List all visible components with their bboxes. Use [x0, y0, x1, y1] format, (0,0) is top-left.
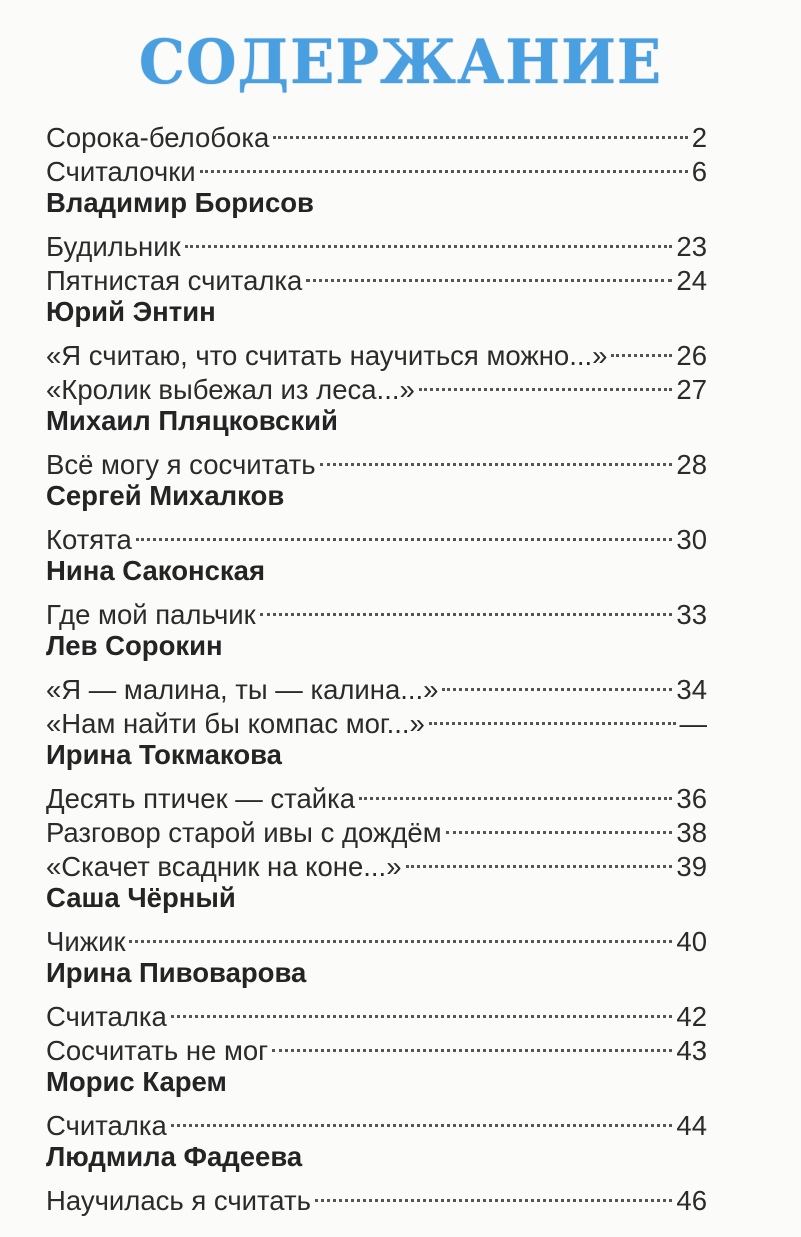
author-heading: Михаил Пляцковский — [46, 405, 338, 436]
dot-leader — [171, 1101, 673, 1135]
author-heading: Саша Чёрный — [46, 882, 236, 913]
entry-title: Сорока-белобока — [46, 122, 270, 153]
entry-title: Научилась я считать — [46, 1185, 311, 1216]
entry-title: Где мой пальчик — [46, 599, 256, 630]
entry-title: «Скачет всадник на коне...» — [46, 851, 402, 882]
page-number: 40 — [676, 926, 707, 957]
page-number: 33 — [676, 599, 707, 630]
dot-leader — [446, 808, 673, 842]
author-heading: Ирина Пивоварова — [46, 957, 307, 988]
toc-entry — [46, 917, 707, 957]
entry-title: Чижик — [46, 926, 126, 957]
page-number: 23 — [676, 231, 707, 262]
toc-entry — [46, 992, 707, 1032]
dot-leader — [306, 256, 672, 290]
page-number: 43 — [676, 1035, 707, 1066]
page-title: СОДЕРЖАНИЕ — [138, 26, 663, 98]
entry-title: «Я считаю, что считать научиться можно...» — [46, 340, 608, 371]
toc-entry — [46, 665, 707, 705]
dot-leader — [200, 147, 688, 181]
page-number: 46 — [676, 1185, 707, 1216]
dot-leader — [273, 113, 687, 147]
dot-leader — [406, 842, 673, 876]
author-heading: Нина Саконская — [46, 555, 266, 586]
page-number: 24 — [676, 265, 707, 296]
dot-leader — [359, 774, 672, 808]
page-number: 34 — [676, 674, 707, 705]
author-heading: Сергей Михалков — [46, 480, 285, 511]
dot-leader — [171, 992, 673, 1026]
dot-leader — [260, 590, 673, 624]
dot-leader — [429, 699, 676, 733]
entry-title: «Кролик выбежал из леса...» — [46, 374, 415, 405]
dot-leader — [419, 365, 673, 399]
toc-entry — [46, 1176, 707, 1216]
entry-title: Пятнистая считалка — [46, 265, 303, 296]
entry-title: Разговор старой ивы с дождём — [46, 817, 442, 848]
entry-title: Будильник — [46, 231, 181, 262]
page-number: 6 — [691, 156, 707, 187]
dot-leader — [129, 917, 672, 951]
page-number: 30 — [676, 524, 707, 555]
dot-leader — [611, 331, 672, 365]
dot-leader — [185, 222, 673, 256]
entry-title: Считалочки — [46, 156, 196, 187]
toc-entry — [46, 222, 707, 262]
page-number: 39 — [676, 851, 707, 882]
toc-entry — [46, 113, 707, 153]
author-heading: Юрий Энтин — [46, 296, 216, 327]
toc-entry — [46, 1101, 707, 1141]
author-heading: Лев Сорокин — [46, 630, 223, 661]
page-number: 38 — [676, 817, 707, 848]
dot-leader — [272, 1026, 672, 1060]
entry-title: Десять птичек — стайка — [46, 783, 356, 814]
entry-title: Сосчитать не мог — [46, 1035, 269, 1066]
toc-entry — [46, 774, 707, 814]
entry-title: «Нам найти бы компас мог...» — [46, 708, 425, 739]
page-number: 36 — [676, 783, 707, 814]
entry-title: Котята — [46, 524, 132, 555]
toc-entry — [46, 515, 707, 555]
page-number: — — [679, 708, 707, 739]
page-number: 42 — [676, 1001, 707, 1032]
entry-title: «Я — малина, ты — калина...» — [46, 674, 439, 705]
dot-leader — [320, 440, 673, 474]
dot-leader — [315, 1176, 673, 1210]
author-heading: Владимир Борисов — [46, 187, 314, 218]
dot-leader — [136, 515, 673, 549]
entry-title: Считалка — [46, 1001, 167, 1032]
entry-title: Всё могу я сосчитать — [46, 449, 316, 480]
table-of-contents — [46, 113, 707, 1216]
author-heading: Морис Карем — [46, 1066, 227, 1097]
toc-entry — [46, 331, 707, 371]
dot-leader — [442, 665, 672, 699]
page-number: 44 — [676, 1110, 707, 1141]
toc-entry — [46, 590, 707, 630]
page-number: 27 — [676, 374, 707, 405]
toc-entry — [46, 440, 707, 480]
page-number: 26 — [676, 340, 707, 371]
author-heading: Людмила Фадеева — [46, 1141, 303, 1172]
page-number: 2 — [691, 122, 707, 153]
author-heading: Ирина Токмакова — [46, 739, 282, 770]
page-number: 28 — [676, 449, 707, 480]
entry-title: Считалка — [46, 1110, 167, 1141]
